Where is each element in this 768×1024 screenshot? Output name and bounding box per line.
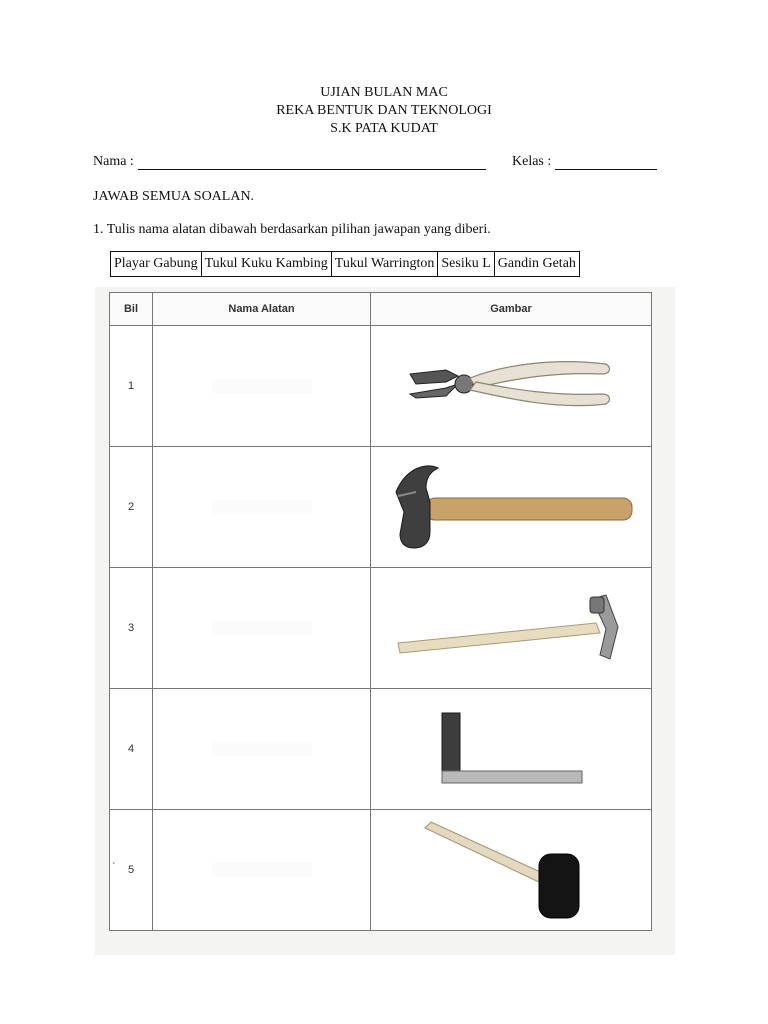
- answer-cell[interactable]: [153, 689, 371, 810]
- row-number: 5: [110, 810, 153, 931]
- instruction-text: JAWAB SEMUA SOALAN.: [93, 189, 255, 204]
- name-field: [93, 154, 486, 170]
- picture-cell: [371, 447, 652, 568]
- row-number: 4: [110, 689, 153, 810]
- table-row: [110, 689, 652, 810]
- claw-hammer-icon: [386, 462, 636, 552]
- name-label: Nama :: [93, 154, 134, 169]
- answer-cell[interactable]: [153, 568, 371, 689]
- picture-cell: [371, 689, 652, 810]
- table-row: [110, 568, 652, 689]
- picture-cell: [371, 810, 652, 931]
- choice-item: Gandin Getah: [494, 252, 579, 277]
- choice-item: Playar Gabung: [111, 252, 202, 277]
- class-blank-line[interactable]: [555, 155, 657, 170]
- answer-blank[interactable]: [212, 863, 312, 877]
- table-row: [110, 810, 652, 931]
- answer-cell[interactable]: [153, 447, 371, 568]
- answer-cell[interactable]: [153, 810, 371, 931]
- tools-table: [109, 292, 652, 931]
- answer-blank[interactable]: [212, 500, 312, 514]
- row-number: 2: [110, 447, 153, 568]
- picture-cell: [371, 568, 652, 689]
- answer-blank[interactable]: [212, 742, 312, 756]
- choice-item: Tukul Warrington: [331, 252, 438, 277]
- answer-cell[interactable]: [153, 326, 371, 447]
- row-number: 3: [110, 568, 153, 689]
- header-bil: Bil: [110, 293, 153, 326]
- choice-item: Sesiku L: [438, 252, 494, 277]
- question-text: 1. Tulis nama alatan dibawah berdasarkan pilihan jawapan yang diberi.: [93, 222, 491, 237]
- exam-title: UJIAN BULAN MAC: [320, 85, 448, 100]
- rubber-mallet-icon: [421, 820, 601, 920]
- school-name: S.K PATA KUDAT: [330, 121, 438, 136]
- picture-cell: [371, 326, 652, 447]
- warrington-hammer-icon: [396, 593, 626, 663]
- header-gambar: Gambar: [371, 293, 652, 326]
- answer-blank[interactable]: [212, 379, 312, 393]
- name-blank-line[interactable]: [138, 155, 486, 170]
- class-label: Kelas :: [512, 154, 552, 169]
- l-square-icon: [436, 711, 586, 787]
- row-number: 1: [110, 326, 153, 447]
- subject-title: REKA BENTUK DAN TEKNOLOGI: [276, 103, 492, 118]
- class-field: [512, 154, 657, 170]
- choice-item: Tukul Kuku Kambing: [201, 252, 331, 277]
- stray-mark: `: [112, 862, 116, 873]
- pliers-icon: [406, 354, 616, 418]
- header-nama-alatan: Nama Alatan: [153, 293, 371, 326]
- answer-choices: [110, 251, 580, 277]
- exam-header: [0, 84, 768, 138]
- table-row: [110, 326, 652, 447]
- table-row: [110, 447, 652, 568]
- answer-blank[interactable]: [212, 621, 312, 635]
- table-header-row: [110, 293, 652, 326]
